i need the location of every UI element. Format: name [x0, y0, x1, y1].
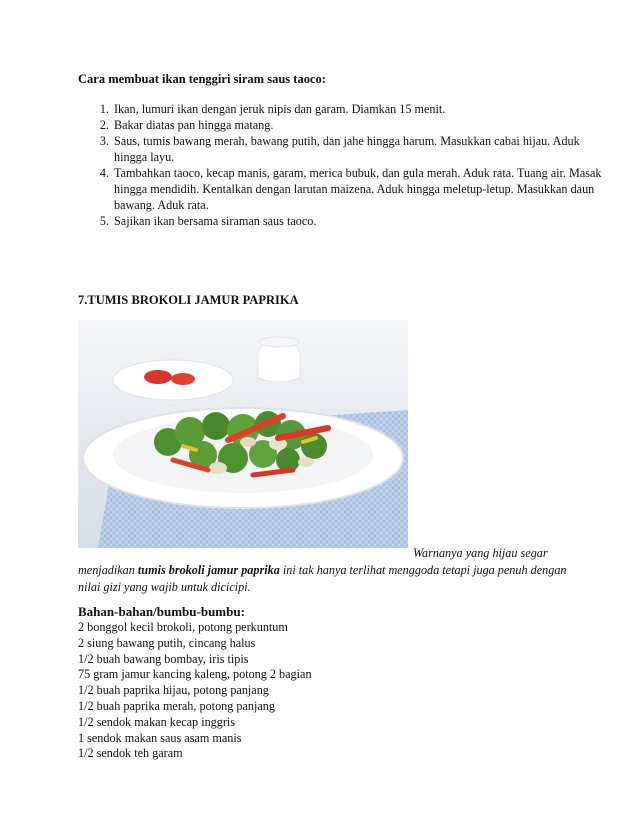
list-item: 1/2 buah paprika hijau, potong panjang: [78, 683, 269, 698]
recipe-steps-heading: Cara membuat ikan tenggiri siram saus taoco:: [78, 72, 326, 86]
dish-caption: [78, 545, 568, 596]
list-item: 4. Tambahkan taoco, kecap manis, garam, merica bubuk, dan gula merah. Aduk rata. Tuang air. Masak hingga mendidih. Kentalkan dengan larutan maizena. Aduk hingga meletup-letup. Masukkan daun bawang. Aduk rata.: [112, 165, 602, 213]
recipe-title: 7.TUMIS BROKOLI JAMUR PAPRIKA: [78, 293, 299, 307]
recipe-steps-list: [78, 101, 602, 229]
list-item: 2. Bakar diatas pan hingga matang.: [112, 117, 602, 133]
list-item: 1/2 buah bawang bombay, iris tipis: [78, 651, 249, 666]
list-item: 1/2 buah paprika merah, potong panjang: [78, 698, 275, 713]
list-item: 1 sendok makan saus asam manis: [78, 730, 242, 745]
list-item: 1. Ikan, lumuri ikan dengan jeruk nipis dan garam. Diamkan 15 menit.: [112, 101, 602, 117]
list-item: 2 bonggol kecil brokoli, potong perkuntum: [78, 620, 288, 634]
list-item: 1/2 sendok teh garam: [78, 746, 183, 761]
list-item: 5. Sajikan ikan bersama siraman saus taoco.: [112, 213, 602, 229]
caption-highlight: tumis brokoli jamur paprika: [137, 563, 280, 577]
list-item: 1/2 sendok makan kecap inggris: [78, 714, 236, 729]
list-item: 2 siung bawang putih, cincang halus: [78, 635, 256, 650]
list-item: 75 gram jamur kancing kaleng, potong 2 bagian: [78, 667, 312, 682]
list-item: 3. Saus, tumis bawang merah, bawang putih, dan jahe hingga harum. Masukkan cabai hijau. Aduk hingga layu.: [112, 133, 602, 165]
ingredients-list: [78, 620, 312, 762]
caption-text: ini tak hanya terlihat menggoda tetapi juga penuh dengan nilai gizi yang wajib untuk dicicipi.: [78, 563, 567, 594]
ingredients-heading: Bahan-bahan/bumbu-bumbu:: [78, 604, 245, 619]
dish-photo: [78, 320, 408, 548]
caption-text: Warnanya yang hijau segar menjadikan: [78, 546, 548, 577]
